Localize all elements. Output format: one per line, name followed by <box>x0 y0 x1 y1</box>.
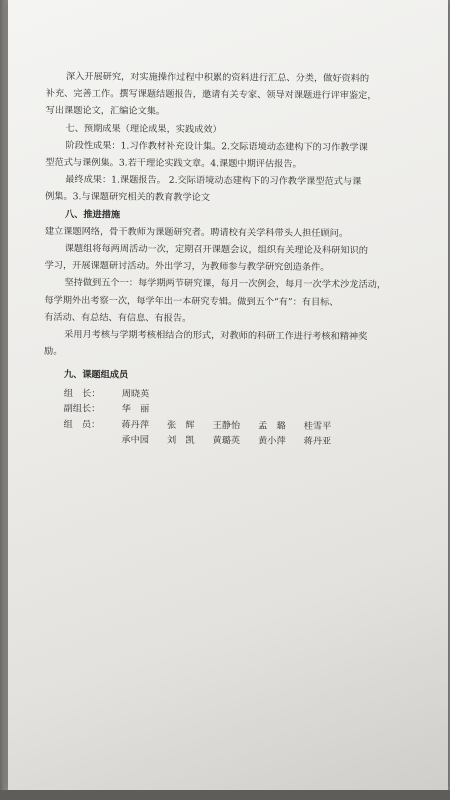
member-name: 王静怡 <box>212 419 241 432</box>
deputy-name: 华 丽 <box>121 403 150 415</box>
member-name: 桂雪平 <box>303 420 332 432</box>
section-heading: 八、推进措施 <box>64 208 121 221</box>
section-expected-results <box>45 120 436 209</box>
member-name: 承中园 <box>121 434 150 446</box>
text-line: 采用月考核与学期考核相结合的形式，对教师的科研工作进行考核和精神奖 <box>64 329 368 343</box>
members-label: 组 员： <box>63 418 101 431</box>
section-heading: 九、课题组成员 <box>63 369 129 382</box>
section-measures <box>44 206 435 364</box>
bottom-edge <box>0 790 450 800</box>
text-line: 写出课题论文，汇编论文集。 <box>45 105 166 118</box>
member-list <box>43 386 433 451</box>
text-line: 坚持做到五个一：每学期两节研究课，每月一次例会，每月一次学术沙龙活动， <box>64 277 387 291</box>
indent-spacer <box>43 442 121 443</box>
member-name: 孟 璐 <box>258 420 286 432</box>
document-text <box>43 68 436 450</box>
text-line: 每学期外出考察一次，每学年出一本研究专辑。做到五个“有”：有目标、 <box>44 294 339 308</box>
leader-label: 组 长： <box>63 387 101 400</box>
text-line: 励。 <box>43 346 63 358</box>
member-name: 黄小萍 <box>258 435 286 447</box>
members-row-2 <box>43 432 433 450</box>
member-name: 刘 凯 <box>166 435 195 447</box>
text-line: 阶段性成果：1.习作教材补充设计集。2.交际语境动态建构下的习作教学课 <box>65 139 368 154</box>
member-name: 黄璐英 <box>212 435 241 447</box>
text-line: 课题组将每两周活动一次，定期召开课题会议，组织有关理论及科研知识的 <box>64 243 368 257</box>
section-members <box>43 366 434 450</box>
deputy-label: 副组长： <box>63 403 101 415</box>
text-line: 最终成果：1.课题报告。 2.交际语境动态建构下的习作教学课型范式与课 <box>65 174 362 188</box>
text-line: 型范式与课例集。3.若干理论实践文章。4.课题中期评估报告。 <box>45 157 302 170</box>
text-line: 补充、完善工作。撰写课题结题报告，邀请有关专家、领导对课题进行评审鉴定， <box>45 88 377 102</box>
research-paragraph <box>46 68 436 122</box>
text-line: 建立课题网络，骨干教师为课题研究者。聘请校有关学科带头人担任顾问。 <box>44 225 349 239</box>
section-heading: 七、预期成果（理论成果，实践成效） <box>65 122 222 135</box>
left-shadow <box>0 0 8 800</box>
member-name: 蒋丹萍 <box>121 419 150 431</box>
leader-name: 周晓英 <box>121 388 150 400</box>
document-page <box>8 0 448 790</box>
text-line: 深入开展研究，对实施操作过程中积累的资料进行汇总、分类，做好资料的 <box>65 71 370 85</box>
member-name: 蒋丹亚 <box>303 435 332 448</box>
text-line: 例集。3.与课题研究相关的教育教学论文 <box>45 191 211 204</box>
text-line: 学习，开展课题研讨活动。外出学习，为教师参与教学研究创造条件。 <box>44 260 330 274</box>
member-name: 张 辉 <box>167 419 195 431</box>
text-line: 有活动、有总结、有信息、有报告。 <box>44 311 192 324</box>
